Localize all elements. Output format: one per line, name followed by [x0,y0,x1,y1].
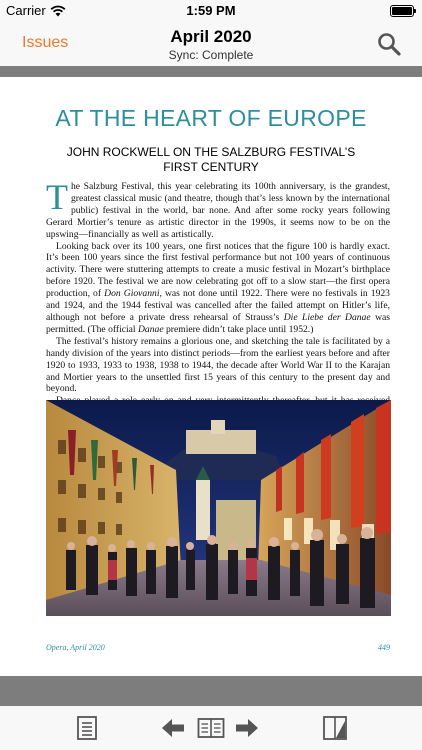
issue-title: April 2020 [170,27,252,46]
page-view-icon[interactable] [322,716,348,740]
sync-status: Sync: Complete [168,48,254,62]
next-arrow-icon[interactable] [234,716,260,740]
paragraph-1: The Salzburg Festival, this year celebrating its 100th anniversary, is the grandest, greatest classical music (and theatre, though that’s less known by the international public) festival in the world, bar none. And after some rocky years following Gerard Mortier’s tenure as artistic director in the 1990s, it seems now to be on the upswing—financially as well as artistically. [46,177,390,240]
contents-list-icon[interactable] [74,716,100,740]
status-bar [0,0,422,22]
drop-cap: T [46,177,68,217]
issues-back-button[interactable]: Issues [22,34,69,51]
paragraph-2: Looking back over its 100 years, one first notices that the figure 100 is hardly exact. It’s been 100 years since the first festival performance but not 100 years of continuous activity. There were stuttering attempts to create a music festival in Mozart’s birthplace before 1920. The festival we are now celebrating got off to a slow start—the first opera production, of Don Giovanni, was not done until 1922. There were no festivals in 1923 and 1924, and the 1944 festival was cancelled after the failed attempt on Hitler’s life, although not before a private dress rehearsal of Strauss’s Die Liebe der Danae was permitted. (The official Danae premiere didn’t take place until 1952.) [46,240,390,335]
status-time: 1:59 PM [186,3,236,18]
page-border-top [0,66,422,77]
open-book-icon[interactable] [197,716,225,740]
paragraph-3: The festival’s history remains a glorious one, and sketching the tale is facilitated by a handy division of the years into distinct periods—from the earliest years before and after 1920 to 1933, 1933 to 1938, 1938 to 1944, the decade after World War II to the Karajan and Mortier years to the unsettled first 15 years of this century to the present day and beyond. [46,335,390,395]
magazine-page[interactable] [0,77,422,676]
search-icon[interactable] [376,31,402,57]
nav-title-group [0,27,422,62]
page-border-bottom [0,676,422,706]
previous-arrow-icon[interactable] [160,716,186,740]
carrier-label: Carrier [6,3,46,18]
article-subtitle: JOHN ROCKWELL ON THE SALZBURG FESTIVAL’S FIRST CENTURY [66,145,356,174]
battery-icon [390,5,414,17]
page-number: 449 [378,643,390,652]
festival-photo [46,400,391,616]
article-body [46,177,390,431]
article-title: AT THE HEART OF EUROPE [55,105,367,131]
page-footer-issue: Opera, April 2020 [46,643,105,652]
bottom-toolbar [0,706,422,750]
nav-bar [0,22,422,66]
